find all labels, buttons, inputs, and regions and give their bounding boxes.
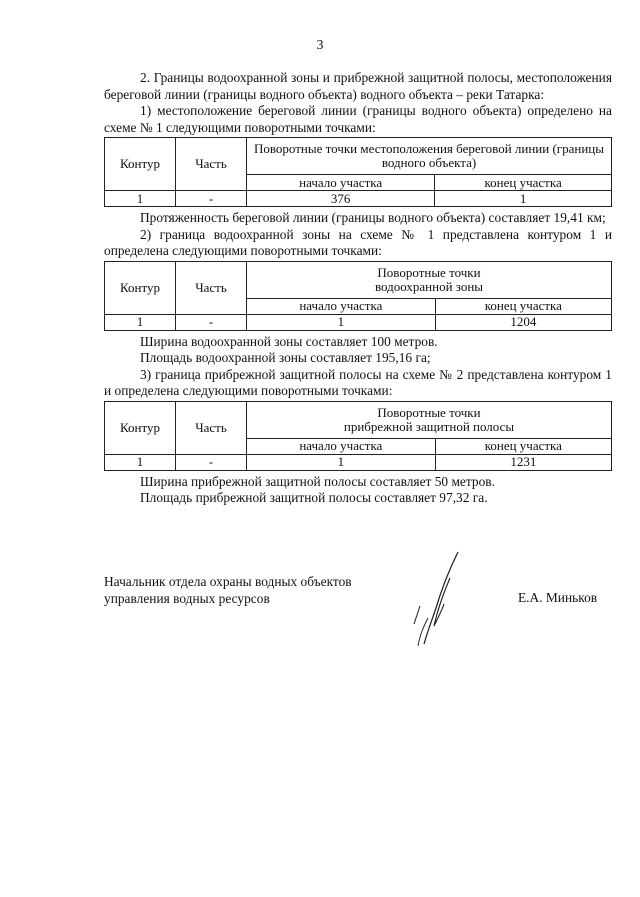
pzp-width-text: Ширина прибрежной защитной полосы составляет 50 метров. [140, 473, 495, 489]
signatory-title [104, 573, 352, 607]
col-group-header: Поворотные точки местоположения береговой линии (границы водного объекта) [247, 138, 612, 175]
cell-contour: 1 [105, 191, 176, 207]
col-group-line1: Поворотные точки [377, 264, 481, 280]
table-row [105, 454, 612, 470]
col-start-header: начало участка [247, 298, 436, 314]
cell-part: - [176, 314, 247, 330]
col-end-header: конец участка [435, 298, 611, 314]
handwritten-signature [398, 548, 478, 648]
table-shoreline [104, 137, 612, 207]
col-contour-header: Контур [105, 261, 176, 314]
cell-end: 1204 [435, 314, 611, 330]
cell-start: 1 [247, 314, 436, 330]
signatory-title-line1: Начальник отдела охраны водных объектов [104, 574, 352, 589]
wpz-width-text: Ширина водоохранной зоны составляет 100 метров. [140, 333, 438, 349]
shoreline-length-text: Протяженность береговой линии (границы водного объекта) составляет 19,41 км; [140, 210, 606, 225]
document-body [104, 70, 612, 507]
cell-start: 376 [247, 191, 435, 207]
cell-contour: 1 [105, 314, 176, 330]
item-2-text: 2) граница водоохранной зоны на схеме № 1 представлена контуром 1 и определена следующими поворотными точками: [104, 226, 612, 258]
col-end-header: конец участка [435, 175, 612, 191]
cell-start: 1 [247, 454, 436, 470]
cell-end: 1231 [435, 454, 611, 470]
section-heading: 2. Границы водоохранной зоны и прибрежной защитной полосы, местоположения береговой линии (границы водного объекта) водного объекта – реки Татарка: [104, 70, 612, 102]
page-number: 3 [316, 38, 324, 53]
col-start-header: начало участка [247, 175, 435, 191]
signatory-title-line2: управления водных ресурсов [104, 591, 270, 606]
col-contour-header: Контур [105, 138, 176, 191]
col-group-line2: прибрежной защитной полосы [343, 418, 515, 434]
col-start-header: начало участка [247, 438, 436, 454]
cell-contour: 1 [105, 454, 176, 470]
item-3-text: 3) граница прибрежной защитной полосы на схеме № 2 представлена контуром 1 и определена следующими поворотными точками: [104, 366, 612, 398]
table-water-protection-zone [104, 261, 612, 331]
cell-end: 1 [435, 191, 612, 207]
col-group-line2: водоохранной зоны [374, 278, 484, 294]
table-row [105, 191, 612, 207]
col-part-header: Часть [176, 261, 247, 314]
pzp-area-text: Площадь прибрежной защитной полосы составляет 97,32 га. [140, 490, 488, 505]
col-group-header [247, 401, 612, 438]
table-coastal-protection-strip [104, 401, 612, 471]
cell-part: - [176, 454, 247, 470]
col-group-line1: Поворотные точки [377, 404, 481, 420]
col-part-header: Часть [176, 138, 247, 191]
signatory-name: Е.А. Миньков [518, 590, 598, 605]
wpz-area-text: Площадь водоохранной зоны составляет 195,16 га; [140, 350, 431, 365]
col-part-header: Часть [176, 401, 247, 454]
item-1-text: 1) местоположение береговой линии (границы водного объекта) определено на схеме № 1 следующими поворотными точками: [104, 103, 612, 135]
col-group-header [247, 261, 612, 298]
col-contour-header: Контур [105, 401, 176, 454]
table-row [105, 314, 612, 330]
cell-part: - [176, 191, 247, 207]
col-end-header: конец участка [435, 438, 611, 454]
